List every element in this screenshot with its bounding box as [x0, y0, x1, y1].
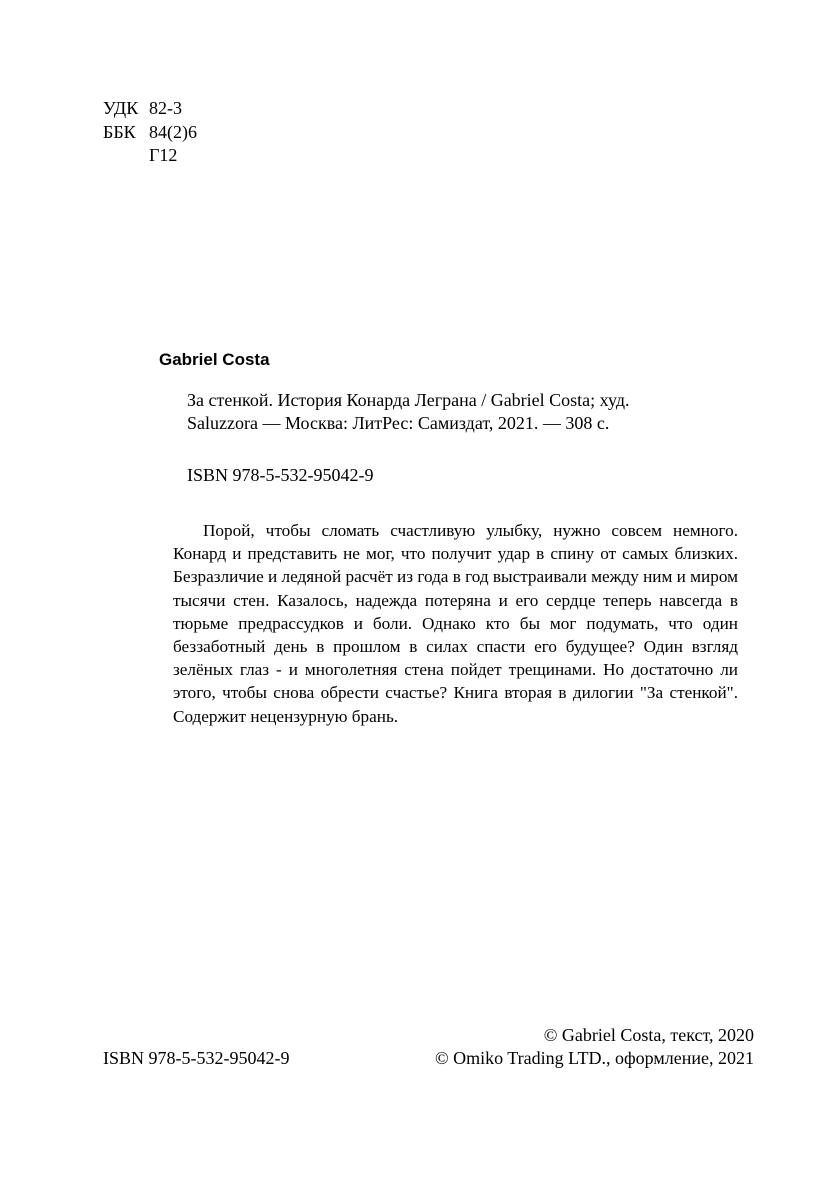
udk-row	[103, 96, 182, 120]
copyright-text: © Gabriel Costa, текст, 2020	[543, 1025, 754, 1045]
udk-value: 82-3	[149, 98, 182, 118]
annotation-text: Порой, чтобы сломать счастливую улыбку, нужно совсем немного. Конард и представить не мог, что получит удар в спину от самых близких. Безразличие и ледяной расчёт из года в год выстраивали между ним и миром тысячи стен. Казалось, надежда потеряна и его сердце теперь навсегда в тюрьме предрассудков и боли. Однако кто бы мог подумать, что один беззаботный день в прошлом в силах спасти его будущее? Один взгляд зелёных глаз - и многолетняя стена пойдет трещинами. Но достаточно ли этого, чтобы снова обрести счастье? Книга вторая в дилогии "За стенкой". Содержит нецензурную брань.	[173, 521, 738, 726]
isbn-main: ISBN 978-5-532-95042-9	[187, 465, 374, 485]
author-sign-row	[103, 143, 177, 167]
bbk-label: ББК	[103, 122, 136, 142]
annotation	[173, 519, 738, 728]
footer-isbn: ISBN 978-5-532-95042-9	[103, 1048, 290, 1068]
udk-label: УДК	[103, 98, 139, 118]
bbk-value: 84(2)6	[149, 122, 197, 142]
copyright-design: © Omiko Trading LTD., оформление, 2021	[434, 1048, 754, 1068]
bibliographic-line-2: Saluzzora — Москва: ЛитРес: Самиздат, 2021. — 308 с.	[187, 413, 610, 433]
author-heading: Gabriel Costa	[159, 350, 270, 369]
bbk-row	[103, 120, 197, 144]
bibliographic-line-1: За стенкой. История Конарда Леграна / Gabriel Costa; худ.	[187, 390, 630, 410]
author-sign: Г12	[149, 145, 178, 165]
